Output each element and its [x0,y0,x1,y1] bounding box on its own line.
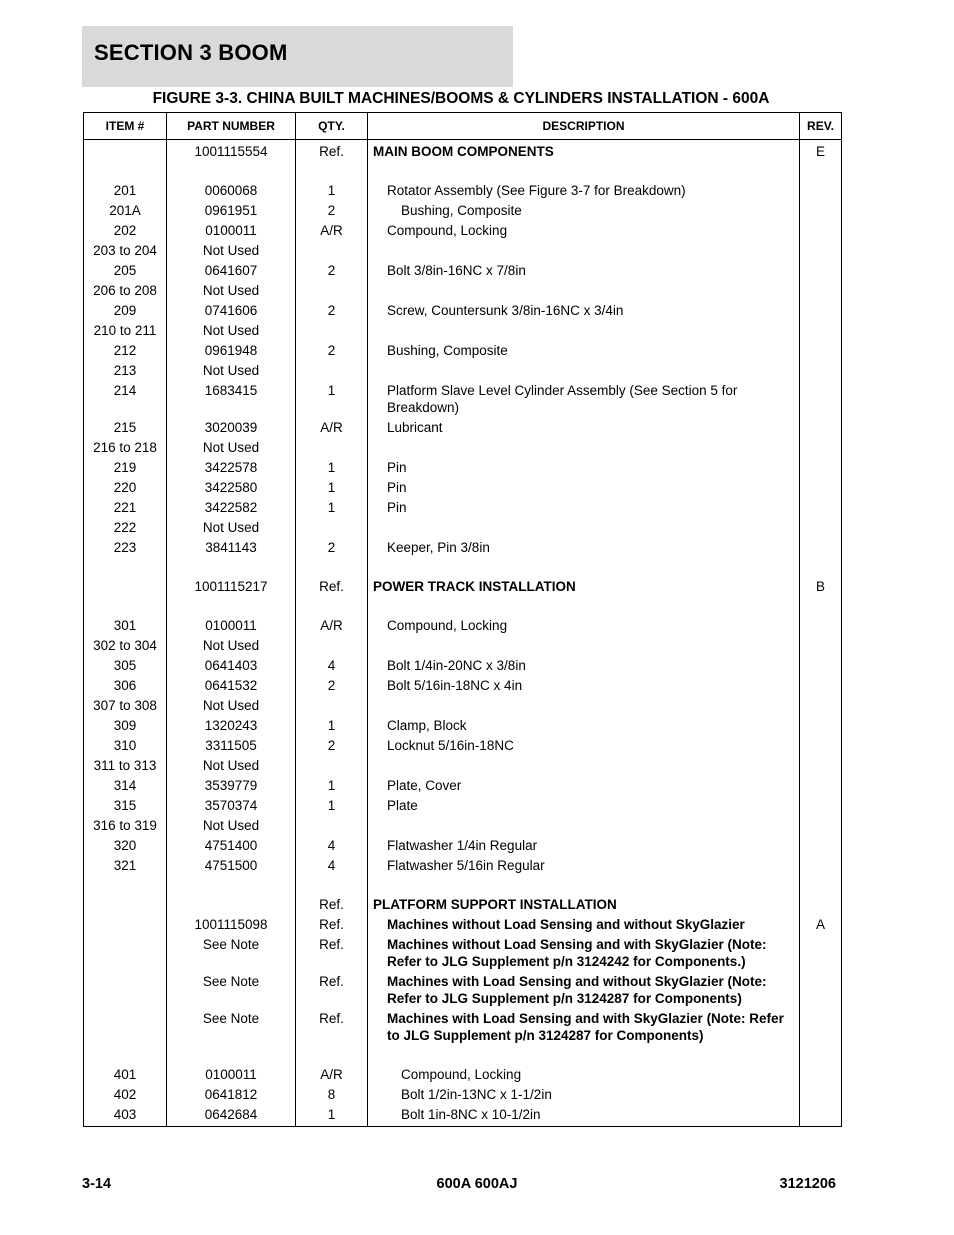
rev-cell [800,636,842,656]
part-number-cell: 0961948 [167,341,296,361]
part-number-cell [167,876,296,915]
table-row [84,716,842,736]
parts-table [83,112,842,1127]
item-cell: 206 to 208 [84,281,167,301]
rev-cell [800,1105,842,1127]
description-cell: Rotator Assembly (See Figure 3-7 for Breakdown) [368,162,800,201]
description-cell: Lubricant [368,418,800,438]
item-cell: 221 [84,498,167,518]
table-row [84,140,842,162]
item-cell: 321 [84,856,167,876]
qty-cell: 8 [296,1085,368,1105]
item-cell [84,558,167,597]
item-cell: 401 [84,1046,167,1085]
qty-cell: Ref. [296,935,368,972]
description-cell: Platform Slave Level Cylinder Assembly (See Section 5 for Breakdown) [368,381,800,418]
part-number-cell: 4751400 [167,836,296,856]
rev-cell [800,836,842,856]
rev-cell [800,696,842,716]
qty-cell: A/R [296,597,368,636]
part-number-cell: 0961951 [167,201,296,221]
rev-cell: E [800,140,842,162]
table-row [84,1085,842,1105]
part-number-cell: 3422578 [167,458,296,478]
qty-cell: 2 [296,261,368,281]
description-cell: Compound, Locking [368,221,800,241]
description-cell [368,438,800,458]
footer-doc-number: 3121206 [779,1176,836,1192]
description-cell: Screw, Countersunk 3/8in-16NC x 3/4in [368,301,800,321]
item-cell: 215 [84,418,167,438]
description-cell: Machines without Load Sensing and without SkyGlazier [368,915,800,935]
item-cell: 201 [84,162,167,201]
table-row [84,498,842,518]
part-number-cell: Not Used [167,321,296,341]
part-number-cell: 0100011 [167,597,296,636]
table-row [84,1009,842,1046]
description-cell: POWER TRACK INSTALLATION [368,558,800,597]
table-row [84,438,842,458]
table-row [84,636,842,656]
figure-title: FIGURE 3-3. CHINA BUILT MACHINES/BOOMS & CYLINDERS INSTALLATION - 600A [152,90,770,107]
description-cell: Flatwasher 1/4in Regular [368,836,800,856]
item-cell: 302 to 304 [84,636,167,656]
item-cell: 203 to 204 [84,241,167,261]
table-row [84,696,842,716]
qty-cell: 1 [296,458,368,478]
item-cell: 220 [84,478,167,498]
item-cell [84,915,167,935]
description-cell [368,241,800,261]
item-cell [84,140,167,162]
rev-cell [800,736,842,756]
description-cell: Machines without Load Sensing and with SkyGlazier (Note: Refer to JLG Supplement p/n 3124242 for Components.) [368,935,800,972]
item-cell: 403 [84,1105,167,1127]
table-row [84,836,842,856]
part-number-cell: Not Used [167,438,296,458]
part-number-cell: 3539779 [167,776,296,796]
column-header-qty: QTY. [296,113,368,140]
item-cell: 223 [84,538,167,558]
rev-cell [800,876,842,915]
qty-cell: A/R [296,221,368,241]
item-cell [84,876,167,915]
item-cell: 309 [84,716,167,736]
part-number-cell: Not Used [167,518,296,538]
column-header-rev: REV. [800,113,842,140]
item-cell: 305 [84,656,167,676]
table-row [84,381,842,418]
part-number-cell: 0641607 [167,261,296,281]
column-header-part-number: PART NUMBER [167,113,296,140]
part-number-cell: 3570374 [167,796,296,816]
qty-cell: 1 [296,381,368,418]
item-cell: 216 to 218 [84,438,167,458]
part-number-cell: 0642684 [167,1105,296,1127]
description-cell: Keeper, Pin 3/8in [368,538,800,558]
rev-cell [800,241,842,261]
part-number-cell: 1320243 [167,716,296,736]
description-cell: MAIN BOOM COMPONENTS [368,140,800,162]
description-cell: Flatwasher 5/16in Regular [368,856,800,876]
rev-cell [800,518,842,538]
table-row [84,201,842,221]
description-cell: Bolt 1/4in-20NC x 3/8in [368,656,800,676]
item-cell: 222 [84,518,167,538]
table-row [84,558,842,597]
item-cell: 307 to 308 [84,696,167,716]
description-cell [368,518,800,538]
table-row [84,162,842,201]
table-row [84,816,842,836]
rev-cell [800,756,842,776]
description-cell: Clamp, Block [368,716,800,736]
description-cell: Bolt 5/16in-18NC x 4in [368,676,800,696]
rev-cell [800,261,842,281]
item-cell: 213 [84,361,167,381]
rev-cell [800,201,842,221]
part-number-cell: 0100011 [167,221,296,241]
rev-cell [800,438,842,458]
section-header [82,26,513,87]
qty-cell: Ref. [296,140,368,162]
description-cell: Machines with Load Sensing and without SkyGlazier (Note: Refer to JLG Supplement p/n 3124287 for Components) [368,972,800,1009]
table-row [84,856,842,876]
item-cell: 209 [84,301,167,321]
part-number-cell: 0100011 [167,1046,296,1085]
part-number-cell: 0641812 [167,1085,296,1105]
qty-cell: A/R [296,418,368,438]
part-number-cell: Not Used [167,281,296,301]
rev-cell [800,1085,842,1105]
rev-cell [800,341,842,361]
qty-cell [296,321,368,341]
description-cell [368,696,800,716]
qty-cell: Ref. [296,558,368,597]
item-cell: 314 [84,776,167,796]
table-row [84,597,842,636]
table-row [84,221,842,241]
qty-cell: 2 [296,341,368,361]
rev-cell [800,1009,842,1046]
description-cell: Bushing, Composite [368,341,800,361]
description-cell: PLATFORM SUPPORT INSTALLATION [368,876,800,915]
qty-cell: 2 [296,201,368,221]
qty-cell [296,361,368,381]
item-cell: 311 to 313 [84,756,167,776]
qty-cell: 1 [296,478,368,498]
description-cell: Bolt 1/2in-13NC x 1-1/2in [368,1085,800,1105]
rev-cell [800,281,842,301]
qty-cell: 2 [296,676,368,696]
parts-table-body [84,140,842,1127]
part-number-cell: Not Used [167,636,296,656]
part-number-cell: 4751500 [167,856,296,876]
description-cell: Bolt 3/8in-16NC x 7/8in [368,261,800,281]
description-cell: Bushing, Composite [368,201,800,221]
item-cell [84,935,167,972]
qty-cell: 4 [296,856,368,876]
qty-cell: 2 [296,538,368,558]
description-cell: Machines with Load Sensing and with SkyGlazier (Note: Refer to JLG Supplement p/n 3124287 for Components) [368,1009,800,1046]
part-number-cell: 1001115554 [167,140,296,162]
table-row [84,935,842,972]
table-row [84,915,842,935]
description-cell: Plate, Cover [368,776,800,796]
rev-cell [800,538,842,558]
rev-cell [800,856,842,876]
table-row [84,1046,842,1085]
table-row [84,538,842,558]
qty-cell: 1 [296,498,368,518]
description-cell [368,756,800,776]
rev-cell [800,656,842,676]
qty-cell: 1 [296,776,368,796]
qty-cell: 1 [296,796,368,816]
table-row [84,458,842,478]
table-row [84,478,842,498]
rev-cell [800,301,842,321]
description-cell [368,321,800,341]
item-cell: 205 [84,261,167,281]
item-cell: 402 [84,1085,167,1105]
table-row [84,418,842,438]
rev-cell [800,935,842,972]
item-cell: 214 [84,381,167,418]
table-row [84,796,842,816]
part-number-cell: Not Used [167,756,296,776]
qty-cell: 4 [296,656,368,676]
rev-cell [800,716,842,736]
qty-cell: 1 [296,1105,368,1127]
part-number-cell: 0641532 [167,676,296,696]
part-number-cell: See Note [167,1009,296,1046]
table-row [84,736,842,756]
item-cell [84,1009,167,1046]
rev-cell [800,458,842,478]
part-number-cell: Not Used [167,696,296,716]
table-row [84,756,842,776]
rev-cell [800,816,842,836]
qty-cell [296,636,368,656]
item-cell: 201A [84,201,167,221]
part-number-cell: 3422582 [167,498,296,518]
item-cell: 210 to 211 [84,321,167,341]
rev-cell [800,498,842,518]
rev-cell [800,361,842,381]
footer-model: 600A 600AJ [436,1176,518,1192]
rev-cell [800,381,842,418]
qty-cell [296,756,368,776]
part-number-cell: 3422580 [167,478,296,498]
qty-cell: Ref. [296,876,368,915]
item-cell: 301 [84,597,167,636]
description-cell: Compound, Locking [368,597,800,636]
item-cell: 315 [84,796,167,816]
part-number-cell: See Note [167,972,296,1009]
part-number-cell: 3020039 [167,418,296,438]
description-cell [368,636,800,656]
qty-cell: 2 [296,736,368,756]
qty-cell: 4 [296,836,368,856]
table-row [84,261,842,281]
table-row [84,341,842,361]
table-row [84,321,842,341]
part-number-cell: 0741606 [167,301,296,321]
description-cell: Plate [368,796,800,816]
rev-cell [800,796,842,816]
description-cell: Pin [368,478,800,498]
rev-cell: B [800,558,842,597]
table-row [84,656,842,676]
part-number-cell: Not Used [167,816,296,836]
part-number-cell: Not Used [167,241,296,261]
rev-cell: A [800,915,842,935]
column-header-description: DESCRIPTION [368,113,800,140]
table-row [84,776,842,796]
rev-cell [800,221,842,241]
table-row [84,676,842,696]
part-number-cell: 3841143 [167,538,296,558]
rev-cell [800,162,842,201]
table-header-row [84,113,842,140]
qty-cell [296,438,368,458]
qty-cell [296,816,368,836]
qty-cell: A/R [296,1046,368,1085]
qty-cell: 1 [296,716,368,736]
qty-cell: Ref. [296,915,368,935]
rev-cell [800,972,842,1009]
table-row [84,361,842,381]
rev-cell [800,418,842,438]
item-cell: 310 [84,736,167,756]
qty-cell: Ref. [296,972,368,1009]
qty-cell [296,518,368,538]
part-number-cell: 1001115098 [167,915,296,935]
part-number-cell: See Note [167,935,296,972]
section-title: SECTION 3 BOOM [94,40,288,65]
qty-cell: Ref. [296,1009,368,1046]
table-row [84,241,842,261]
table-row [84,1105,842,1127]
item-cell: 202 [84,221,167,241]
table-row [84,876,842,915]
column-header-item: ITEM # [84,113,167,140]
description-cell: Bolt 1in-8NC x 10-1/2in [368,1105,800,1127]
item-cell: 320 [84,836,167,856]
description-cell [368,361,800,381]
table-row [84,301,842,321]
description-cell: Compound, Locking [368,1046,800,1085]
rev-cell [800,321,842,341]
table-row [84,972,842,1009]
item-cell [84,972,167,1009]
part-number-cell: 3311505 [167,736,296,756]
item-cell: 306 [84,676,167,696]
rev-cell [800,478,842,498]
part-number-cell: 0641403 [167,656,296,676]
part-number-cell: Not Used [167,361,296,381]
description-cell [368,281,800,301]
qty-cell: 2 [296,301,368,321]
qty-cell: 1 [296,162,368,201]
qty-cell [296,241,368,261]
description-cell: Pin [368,498,800,518]
qty-cell [296,281,368,301]
description-cell [368,816,800,836]
description-cell: Locknut 5/16in-18NC [368,736,800,756]
rev-cell [800,776,842,796]
part-number-cell: 0060068 [167,162,296,201]
rev-cell [800,1046,842,1085]
part-number-cell: 1683415 [167,381,296,418]
table-row [84,518,842,538]
footer-page-number: 3-14 [82,1176,112,1192]
table-row [84,281,842,301]
qty-cell [296,696,368,716]
description-cell: Pin [368,458,800,478]
item-cell: 212 [84,341,167,361]
rev-cell [800,676,842,696]
part-number-cell: 1001115217 [167,558,296,597]
rev-cell [800,597,842,636]
item-cell: 316 to 319 [84,816,167,836]
item-cell: 219 [84,458,167,478]
